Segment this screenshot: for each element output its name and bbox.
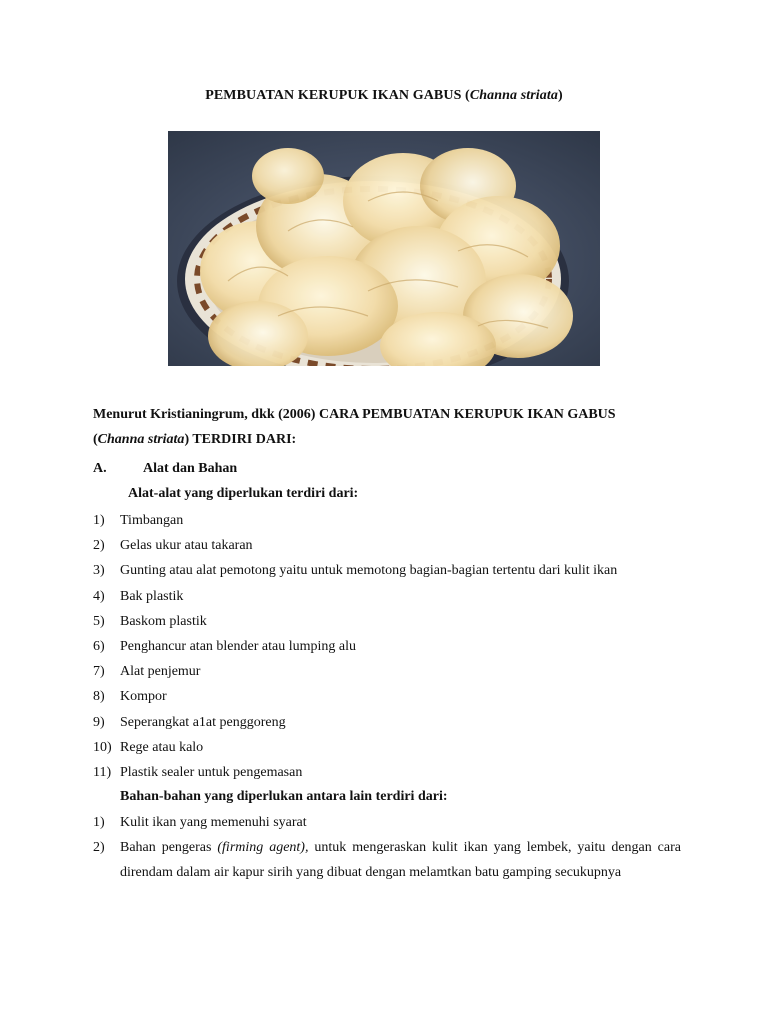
list-item-text: Kulit ikan yang memenuhi syarat [120, 815, 307, 830]
list-item [93, 710, 681, 735]
list-item [93, 584, 681, 609]
title-latin-name: Channa striata [469, 88, 558, 103]
title-text: PEMBUATAN KERUPUK IKAN GABUS ( [205, 88, 470, 103]
section-label: Alat dan Bahan [143, 461, 238, 476]
list-item-text: Penghancur atan blender atau lumping alu [120, 639, 356, 655]
kerupuk-photo [168, 131, 600, 366]
list-item-number: 1) [93, 513, 105, 528]
title-close-paren: ) [558, 88, 563, 103]
list-item-number: 4) [93, 588, 105, 604]
list-item-number: 11) [93, 765, 112, 781]
list-item-number: 10) [93, 739, 112, 755]
list-item [93, 558, 681, 583]
list-item [93, 609, 681, 634]
materials-list [93, 810, 681, 886]
list-item [93, 835, 681, 885]
intro-paren-open: ( [93, 432, 98, 447]
list-item-number: 5) [93, 613, 105, 629]
document-title [0, 88, 768, 104]
list-item [93, 508, 681, 533]
list-item-number: 6) [93, 639, 105, 655]
list-item-number: 9) [93, 714, 105, 730]
list-item [93, 634, 681, 659]
intro-line-2: ) TERDIRI DARI: [184, 432, 297, 447]
section-letter: A. [93, 461, 107, 476]
list-item-text: Gunting atau alat pemotong yaitu untuk memotong bagian-bagian tertentu dari kulit ikan [120, 563, 618, 579]
list-item [93, 684, 681, 709]
list-item [93, 533, 681, 558]
list-item-number: 7) [93, 664, 105, 680]
list-item-text: Kompor [120, 689, 167, 705]
list-item-text: Baskom plastik [120, 613, 207, 629]
list-item-number: 2) [93, 538, 105, 554]
list-item-text: Bak plastik [120, 588, 184, 604]
section-heading-a [93, 461, 237, 477]
list-item [93, 735, 681, 760]
list-item-text: Alat penjemur [120, 664, 201, 680]
list-item-text-continued: untuk mengeraskan kulit ikan yang lembek, yaitu dengan cara direndam dalam air kapur sirih yang dibuat dengan melamtkan batu gamping secukupnya [120, 840, 681, 881]
tools-heading: Alat-alat yang diperlukan terdiri dari: [128, 486, 359, 501]
intro-paragraph [93, 402, 683, 452]
list-item-number: 3) [93, 563, 105, 579]
list-item-text: Plastik sealer untuk pengemasan [120, 765, 303, 781]
intro-line-1: Menurut Kristianingrum, dkk (2006) CARA PEMBUATAN KERUPUK IKAN GABUS [93, 407, 616, 422]
list-item-text: Seperangkat a1at penggoreng [120, 714, 286, 730]
materials-heading: Bahan-bahan yang diperlukan antara lain terdiri dari: [120, 789, 448, 804]
list-item [93, 810, 681, 835]
list-item [93, 760, 681, 785]
list-item-number: 2) [93, 840, 105, 856]
list-item-text: Gelas ukur atau takaran [120, 538, 253, 554]
list-item-text: Rege atau kalo [120, 739, 204, 755]
tools-list [93, 508, 681, 785]
list-item-text: Timbangan [120, 513, 184, 528]
list-item-number: 8) [93, 689, 105, 705]
list-item-italic-term: (firming agent), [217, 840, 309, 856]
list-item [93, 659, 681, 684]
intro-latin-name: Channa striata [97, 432, 185, 447]
list-item-number: 1) [93, 815, 105, 830]
list-item-text: Bahan pengeras [120, 840, 218, 856]
